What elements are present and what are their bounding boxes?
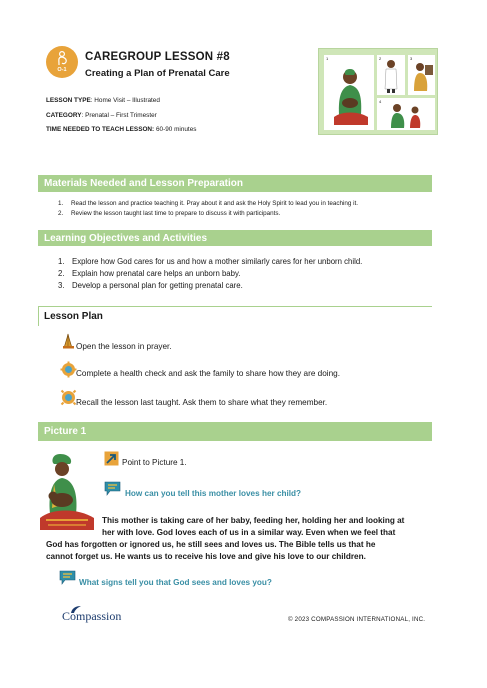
answer-line-2: her with love. God loves each of us in a similar way. Even when we feel that bbox=[102, 528, 396, 537]
list-item: 1. Read the lesson and practice teaching it. Pray about it and ask the Holy Spirit to lead you in teaching it. bbox=[58, 200, 359, 207]
lesson-time: TIME NEEDED TO TEACH LESSON: 60-90 minutes bbox=[46, 126, 197, 133]
plan-step-3: Recall the lesson last taught. Ask them to share what they remember. bbox=[76, 398, 328, 407]
section-picture-heading: Picture 1 bbox=[38, 422, 432, 441]
pregnant-mother-icon bbox=[55, 51, 69, 67]
section-materials-heading: Materials Needed and Lesson Preparation bbox=[38, 175, 432, 192]
badge-code: O-1 bbox=[57, 66, 67, 73]
question-2: What signs tell you that God sees and loves you? bbox=[79, 578, 272, 587]
picture-thumbnail bbox=[318, 48, 438, 135]
point-to-picture: Point to Picture 1. bbox=[122, 458, 187, 467]
lesson-badge bbox=[46, 46, 78, 78]
answer-line-4: cannot forget us. He wants us to receive his love and give his love to our children. bbox=[46, 552, 366, 561]
lesson-subtitle: Creating a Plan of Prenatal Care bbox=[85, 68, 230, 79]
answer-line-3: God has forgotten or ignored us, he still sees and loves us. The Bible tells us that he bbox=[46, 540, 376, 549]
question-1: How can you tell this mother loves her child? bbox=[125, 489, 302, 498]
mother-with-baby-illustration bbox=[38, 450, 96, 537]
lesson-title: CAREGROUP LESSON #8 bbox=[85, 51, 230, 63]
thumb-panel-1: 1 bbox=[324, 55, 374, 130]
compassion-logo: Compassion bbox=[62, 609, 122, 623]
discussion-bubble-icon bbox=[104, 481, 121, 501]
lesson-category: CATEGORY: Prenatal – First Trimester bbox=[46, 112, 157, 119]
answer-line-1: This mother is taking care of her baby, feeding her, holding her and looking at bbox=[102, 516, 405, 525]
plan-step-2: Complete a health check and ask the family to share how they are doing. bbox=[76, 369, 340, 378]
list-item: 2. Explain how prenatal care helps an unborn baby. bbox=[58, 269, 241, 278]
list-item: 2. Review the lesson taught last time to prepare to discuss it with participants. bbox=[58, 209, 281, 217]
objectives-list bbox=[58, 256, 362, 292]
lesson-type: LESSON TYPE: Home Visit – Illustrated bbox=[46, 97, 160, 104]
thumb-panel-4: 4 bbox=[377, 98, 435, 130]
point-arrow-icon bbox=[104, 451, 119, 471]
thumb-panel-3: 3 bbox=[408, 55, 435, 95]
materials-list bbox=[58, 199, 358, 218]
health-check-icon bbox=[60, 361, 77, 383]
recall-icon bbox=[60, 389, 77, 411]
discussion-bubble-icon bbox=[59, 570, 76, 590]
list-item: 1. Explore how God cares for us and how a mother similarly cares for her unborn child. bbox=[58, 257, 363, 266]
section-objectives-heading: Learning Objectives and Activities bbox=[38, 230, 432, 246]
copyright: © 2023 COMPASSION INTERNATIONAL, INC. bbox=[288, 616, 426, 623]
thumb-panel-2: 2 bbox=[377, 55, 405, 95]
section-plan-heading: Lesson Plan bbox=[38, 306, 432, 326]
praying-hands-icon bbox=[60, 332, 77, 354]
list-item: 3. Develop a personal plan for getting prenatal care. bbox=[58, 281, 243, 290]
plan-step-1: Open the lesson in prayer. bbox=[76, 342, 172, 351]
